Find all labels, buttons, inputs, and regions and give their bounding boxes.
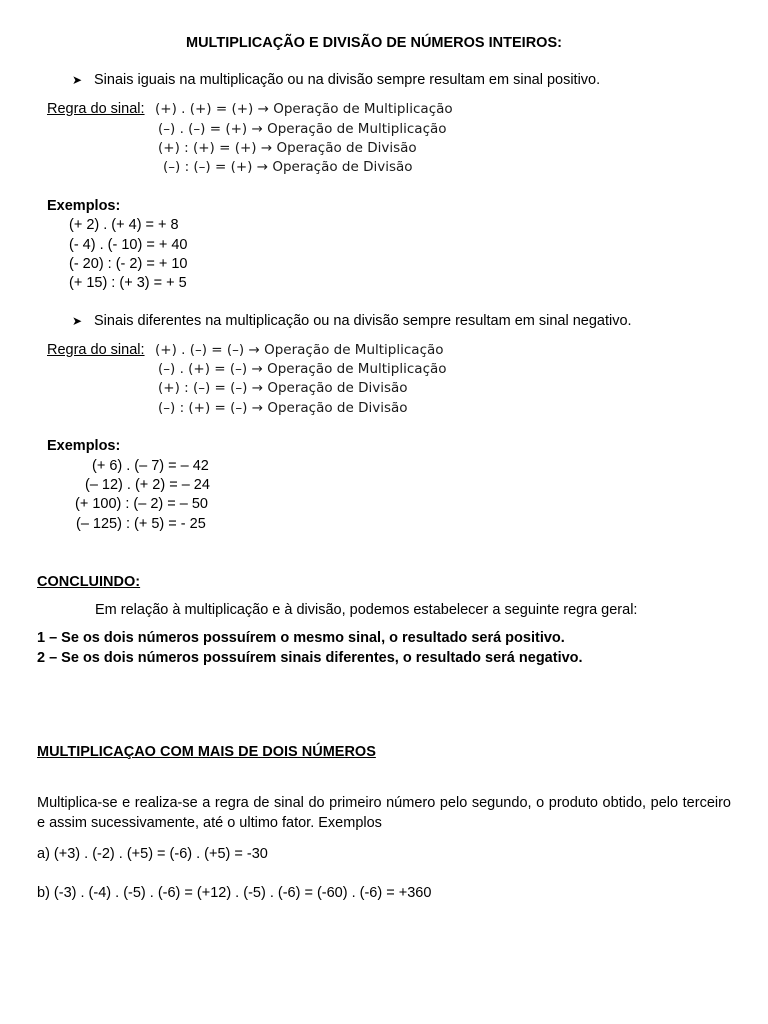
example-b: b) (-3) . (-4) . (-5) . (-6) = (+12) . (-5) . (-6) = (-60) . (-6) = +360 <box>37 885 432 901</box>
examples-label: Exemplos: <box>47 438 121 454</box>
bullet-text: Sinais iguais na multiplicação ou na divisão sempre resultam em sinal positivo. <box>94 72 601 88</box>
general-rule-2: 2 – Se os dois números possuírem sinais diferentes, o resultado será negativo. <box>37 650 583 666</box>
bullet-same-signs <box>72 70 600 90</box>
multi-paragraph: Multiplica-se e realiza-se a regra de sinal do primeiro número pelo segundo, o produto obtido, pelo terceiro e assim sucessivamente, até o ultimo fator. Exemplos <box>37 795 731 831</box>
example-line: (- 20) : (- 2) = + 10 <box>69 256 188 272</box>
sign-rule: (–) . (–) = (+) → Operação de Multiplicação <box>158 121 447 137</box>
sign-rule: (+) : (–) = (–) → Operação de Divisão <box>158 380 408 396</box>
bullet-text: Sinais diferentes na multiplicação ou na divisão sempre resultam em sinal negativo. <box>94 313 632 329</box>
example-line: (+ 100) : (– 2) = – 50 <box>75 496 208 512</box>
example-line: (+ 6) . (– 7) = – 42 <box>92 458 209 474</box>
conclusion-heading: CONCLUINDO: <box>37 574 141 590</box>
example-line: (– 12) . (+ 2) = – 24 <box>85 477 210 493</box>
page-title: MULTIPLICAÇÃO E DIVISÃO DE NÚMEROS INTEIROS: <box>186 35 562 51</box>
sign-rule: (–) : (+) = (–) → Operação de Divisão <box>158 400 408 416</box>
arrowhead-bullet-icon: ➤ <box>72 73 83 87</box>
sign-rule: (–) . (+) = (–) → Operação de Multiplicação <box>158 361 447 377</box>
sign-rule: (–) : (–) = (+) → Operação de Divisão <box>163 159 413 175</box>
example-line: (+ 2) . (+ 4) = + 8 <box>69 217 179 233</box>
bullet-different-signs <box>72 311 632 331</box>
example-a: a) (+3) . (-2) . (+5) = (-6) . (+5) = -30 <box>37 846 268 862</box>
examples-label: Exemplos: <box>47 198 121 214</box>
general-rule-1: 1 – Se os dois números possuírem o mesmo sinal, o resultado será positivo. <box>37 630 565 646</box>
arrowhead-bullet-icon: ➤ <box>72 314 83 328</box>
example-line: (– 125) : (+ 5) = - 25 <box>76 516 206 532</box>
conclusion-intro: Em relação à multiplicação e à divisão, podemos estabelecer a seguinte regra geral: <box>95 602 638 618</box>
sign-rule: (+) . (–) = (–) → Operação de Multiplicação <box>155 342 444 358</box>
sign-rule: (+) : (+) = (+) → Operação de Divisão <box>158 140 417 156</box>
example-line: (- 4) . (- 10) = + 40 <box>69 237 188 253</box>
rule-label: Regra do sinal: <box>47 342 145 358</box>
rule-label: Regra do sinal: <box>47 101 145 117</box>
example-line: (+ 15) : (+ 3) = + 5 <box>69 275 187 291</box>
section-heading-multi: MULTIPLICAÇAO COM MAIS DE DOIS NÚMEROS <box>37 744 376 760</box>
sign-rule: (+) . (+) = (+) → Operação de Multiplicação <box>155 101 453 117</box>
